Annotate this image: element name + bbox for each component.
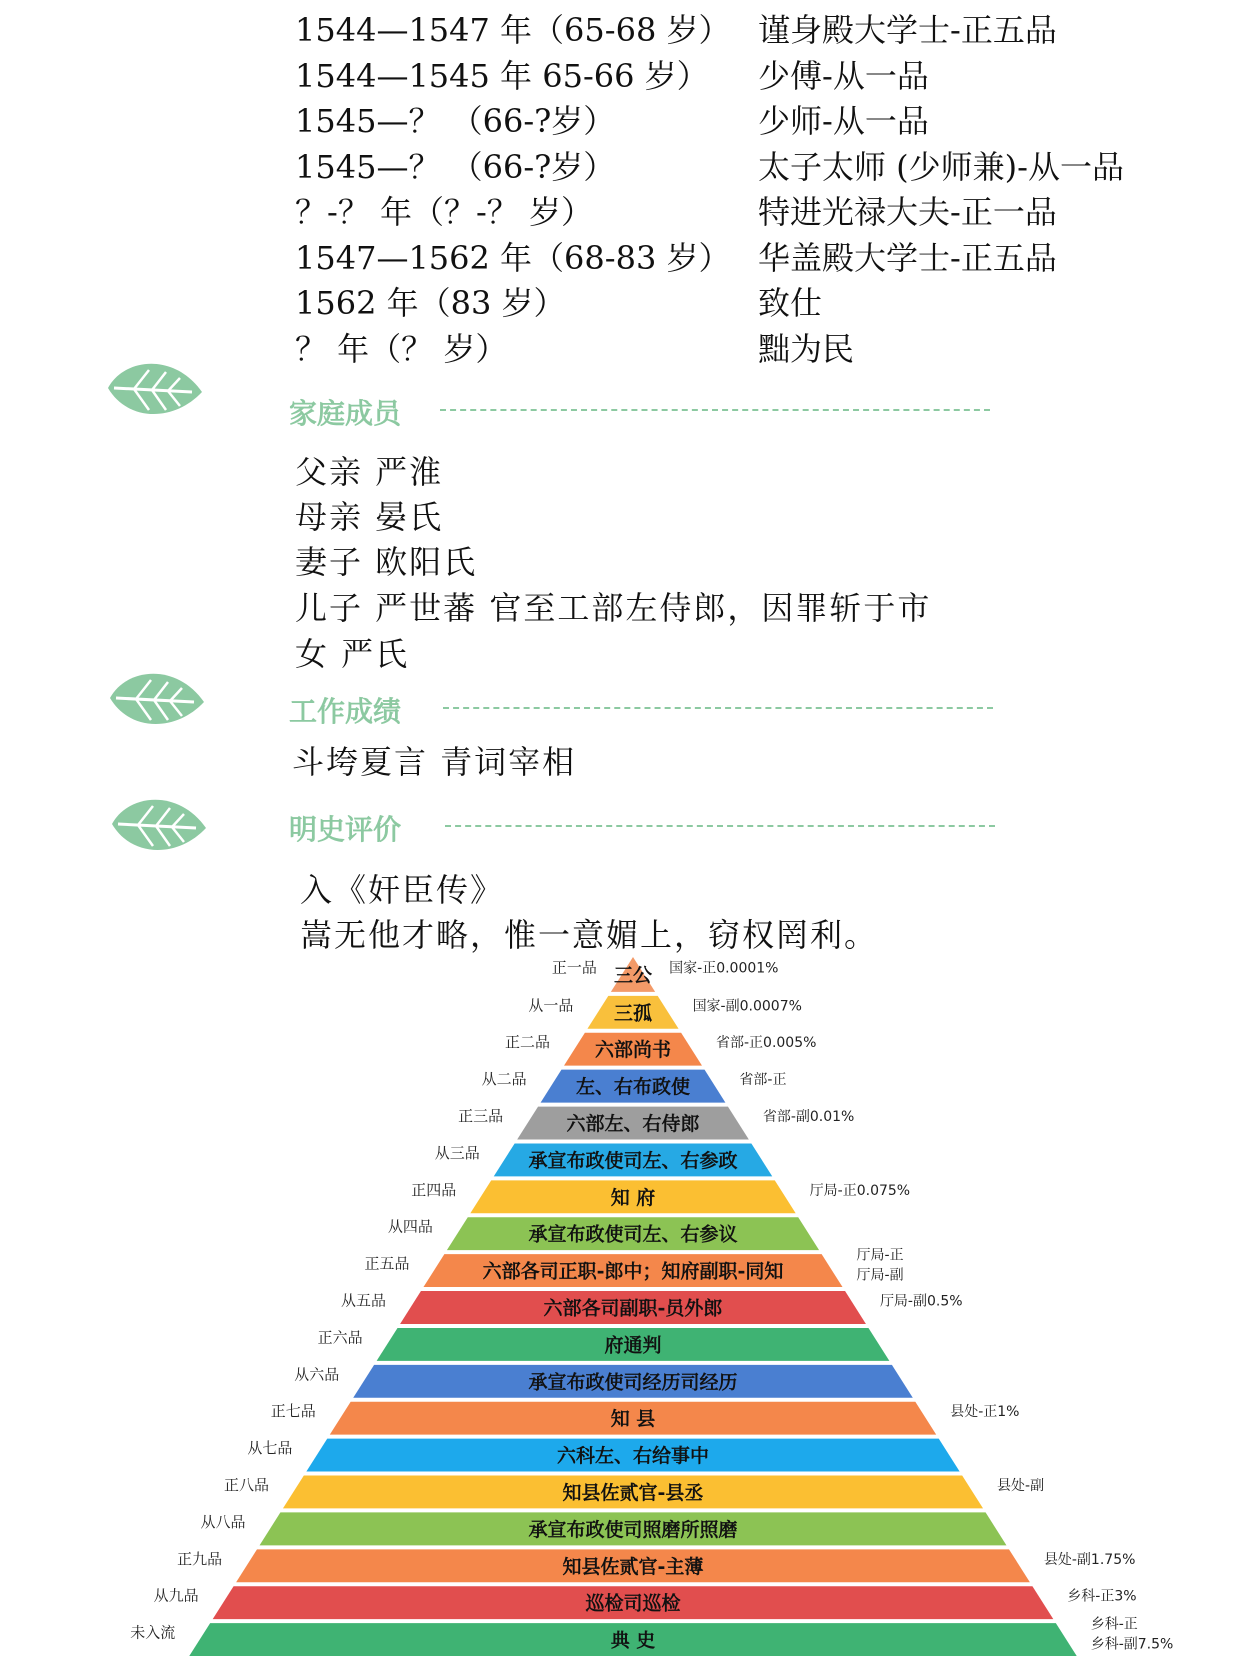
family-member: 儿子 严世蕃 官至工部左侍郎，因罪斩于市 <box>295 589 932 627</box>
pyramid-level <box>177 1549 1135 1582</box>
pyramid-rank-label: 正七品 <box>270 1402 316 1421</box>
pyramid-level <box>388 1217 819 1250</box>
pyramid-rank-label: 未入流 <box>130 1623 176 1642</box>
pyramid-level <box>552 957 779 992</box>
pyramid-level-title: 六部各司正职-郎中；知府副职-同知 <box>482 1260 784 1283</box>
pyramid-rank-label: 正五品 <box>364 1254 410 1273</box>
pyramid-rank-label: 正四品 <box>411 1180 457 1199</box>
pyramid-level <box>318 1328 890 1361</box>
timeline-post: 少傅-从一品 <box>758 56 929 95</box>
pyramid-level-title: 承宣布政使司照磨所照磨 <box>528 1518 738 1541</box>
leaf-icon <box>108 788 208 858</box>
timeline-post: 黜为民 <box>758 329 855 368</box>
pyramid-rank-label: 从五品 <box>341 1291 387 1310</box>
family-member: 母亲 晏氏 <box>295 498 444 536</box>
timeline-post: 致仕 <box>758 284 823 322</box>
pyramid-note: 乡科-副7.5% <box>1090 1636 1174 1653</box>
pyramid-level-title: 六部各司副职-员外郎 <box>543 1297 723 1320</box>
pyramid-level-title: 六部左、右侍郎 <box>566 1113 700 1136</box>
pyramid-level-title: 知县佐贰官-县丞 <box>562 1481 704 1504</box>
pyramid-level <box>528 996 802 1029</box>
pyramid-rank-label: 从一品 <box>528 996 574 1015</box>
pyramid-level <box>341 1291 963 1324</box>
section-title-history: 明史评价 <box>289 813 402 846</box>
pyramid-note: 国家-正0.0001% <box>669 960 779 977</box>
pyramid-level <box>130 1616 1173 1656</box>
timeline-date: ？ 年（？ 岁） <box>295 329 508 368</box>
leaf-icon <box>104 352 204 422</box>
pyramid-level <box>505 1033 816 1066</box>
section-title-work: 工作成绩 <box>289 695 402 728</box>
pyramid-rank-label: 正一品 <box>551 958 597 977</box>
pyramid-level <box>224 1476 1044 1509</box>
family-member: 女 严氏 <box>295 635 410 673</box>
leaf-icon <box>106 662 206 732</box>
pyramid-level-title: 知 县 <box>610 1408 656 1431</box>
history-line-1: 入《奸臣传》 <box>300 871 505 909</box>
pyramid-level <box>458 1107 854 1140</box>
pyramid-note: 乡科-正3% <box>1067 1588 1137 1605</box>
pyramid-level-title: 知 府 <box>610 1186 656 1209</box>
pyramid-level <box>482 1070 787 1103</box>
timeline-date: 1545—？ （66-?岁） <box>295 147 616 186</box>
pyramid-level <box>271 1402 1020 1435</box>
pyramid-note: 县处-副1.75% <box>1043 1551 1136 1568</box>
section-title-family: 家庭成员 <box>289 397 402 430</box>
pyramid-rank-label: 正六品 <box>317 1328 363 1347</box>
family-member: 父亲 严淮 <box>295 453 444 491</box>
timeline-date: 1547—1562 年（68-83 岁） <box>295 238 731 277</box>
dashed-divider <box>440 409 990 411</box>
timeline-post: 少师-从一品 <box>758 102 929 140</box>
pyramid-level-title: 左、右布政使 <box>575 1076 691 1099</box>
section-header-history <box>0 788 1242 858</box>
pyramid-level-title: 府通判 <box>604 1334 662 1357</box>
pyramid-note: 省部-副0.01% <box>762 1109 855 1126</box>
pyramid-level <box>435 1143 773 1176</box>
pyramid-level <box>247 1439 959 1472</box>
pyramid-level <box>201 1512 1007 1545</box>
pyramid-level-title: 承宣布政使司经历司经历 <box>528 1371 738 1394</box>
pyramid-level-title: 知县佐贰官-主薄 <box>562 1555 704 1578</box>
timeline-date: ？-？ 年（？-？ 岁） <box>295 193 593 231</box>
pyramid-rank-label: 正二品 <box>504 1033 551 1052</box>
pyramid-level-title: 典 史 <box>610 1629 656 1652</box>
section-header-work <box>0 662 1242 732</box>
timeline-post: 华盖殿大学士-正五品 <box>758 238 1057 277</box>
pyramid-level-title: 巡检司巡检 <box>585 1592 681 1615</box>
timeline-post: 太子太师 (少师兼)-从一品 <box>758 147 1124 186</box>
section-header-family <box>0 352 1242 430</box>
pyramid-note: 县处-正1% <box>950 1404 1020 1421</box>
pyramid-level <box>294 1365 913 1398</box>
timeline-date: 1544—1545 年 65-66 岁） <box>295 56 709 95</box>
timeline-post: 特进光禄大夫-正一品 <box>758 193 1057 231</box>
pyramid-rank-label: 正九品 <box>177 1549 223 1568</box>
pyramid-note: 厅局-正 <box>856 1247 904 1264</box>
pyramid-level <box>411 1180 910 1213</box>
pyramid-note: 省部-正 <box>739 1072 787 1089</box>
pyramid-level-title: 三公 <box>613 964 653 987</box>
pyramid-level-title: 六科左、右给事中 <box>556 1445 710 1468</box>
pyramid-level-title: 六部尚书 <box>594 1039 672 1062</box>
pyramid-rank-label: 从二品 <box>481 1070 527 1089</box>
pyramid-note: 国家-副0.0007% <box>692 998 802 1015</box>
dashed-divider <box>445 825 995 827</box>
pyramid-note: 县处-副 <box>997 1477 1045 1494</box>
dashed-divider <box>443 707 993 709</box>
timeline-post: 谨身殿大学士-正五品 <box>758 11 1057 49</box>
pyramid-note: 厅局-副0.5% <box>879 1293 963 1310</box>
pyramid-level-title: 承宣布政使司左、右参政 <box>528 1149 738 1172</box>
pyramid-rank-label: 从七品 <box>247 1439 293 1458</box>
pyramid-note: 省部-正0.005% <box>715 1035 817 1052</box>
family-member: 妻子 欧阳氏 <box>295 543 478 581</box>
pyramid-level-title: 三孤 <box>613 1002 653 1025</box>
pyramid-rank-label: 从四品 <box>387 1217 433 1236</box>
timeline-date: 1562 年（83 岁） <box>295 284 566 322</box>
pyramid-rank-label: 正八品 <box>223 1475 269 1494</box>
pyramid-level <box>154 1586 1137 1619</box>
history-line-2: 嵩无他才略，惟一意媚上，窃权罔利。 <box>300 916 879 954</box>
pyramid-rank-label: 从九品 <box>153 1586 199 1605</box>
pyramid-level-title: 承宣布政使司左、右参议 <box>528 1223 738 1246</box>
pyramid-note: 厅局-正0.075% <box>809 1182 911 1199</box>
official-rank-pyramid <box>0 955 1242 1660</box>
timeline-date: 1545—？ （66-?岁） <box>295 102 616 140</box>
work-achievements: 斗垮夏言 青词宰相 <box>292 743 577 781</box>
pyramid-rank-label: 从六品 <box>294 1365 340 1384</box>
pyramid-rank-label: 正三品 <box>458 1107 504 1126</box>
pyramid-level <box>364 1248 903 1287</box>
timeline-date: 1544—1547 年（65-68 岁） <box>295 11 731 49</box>
pyramid-rank-label: 从八品 <box>200 1512 246 1531</box>
pyramid-note: 乡科-正 <box>1090 1616 1138 1633</box>
pyramid-note: 厅局-副 <box>856 1267 904 1284</box>
pyramid-rank-label: 从三品 <box>434 1143 480 1162</box>
